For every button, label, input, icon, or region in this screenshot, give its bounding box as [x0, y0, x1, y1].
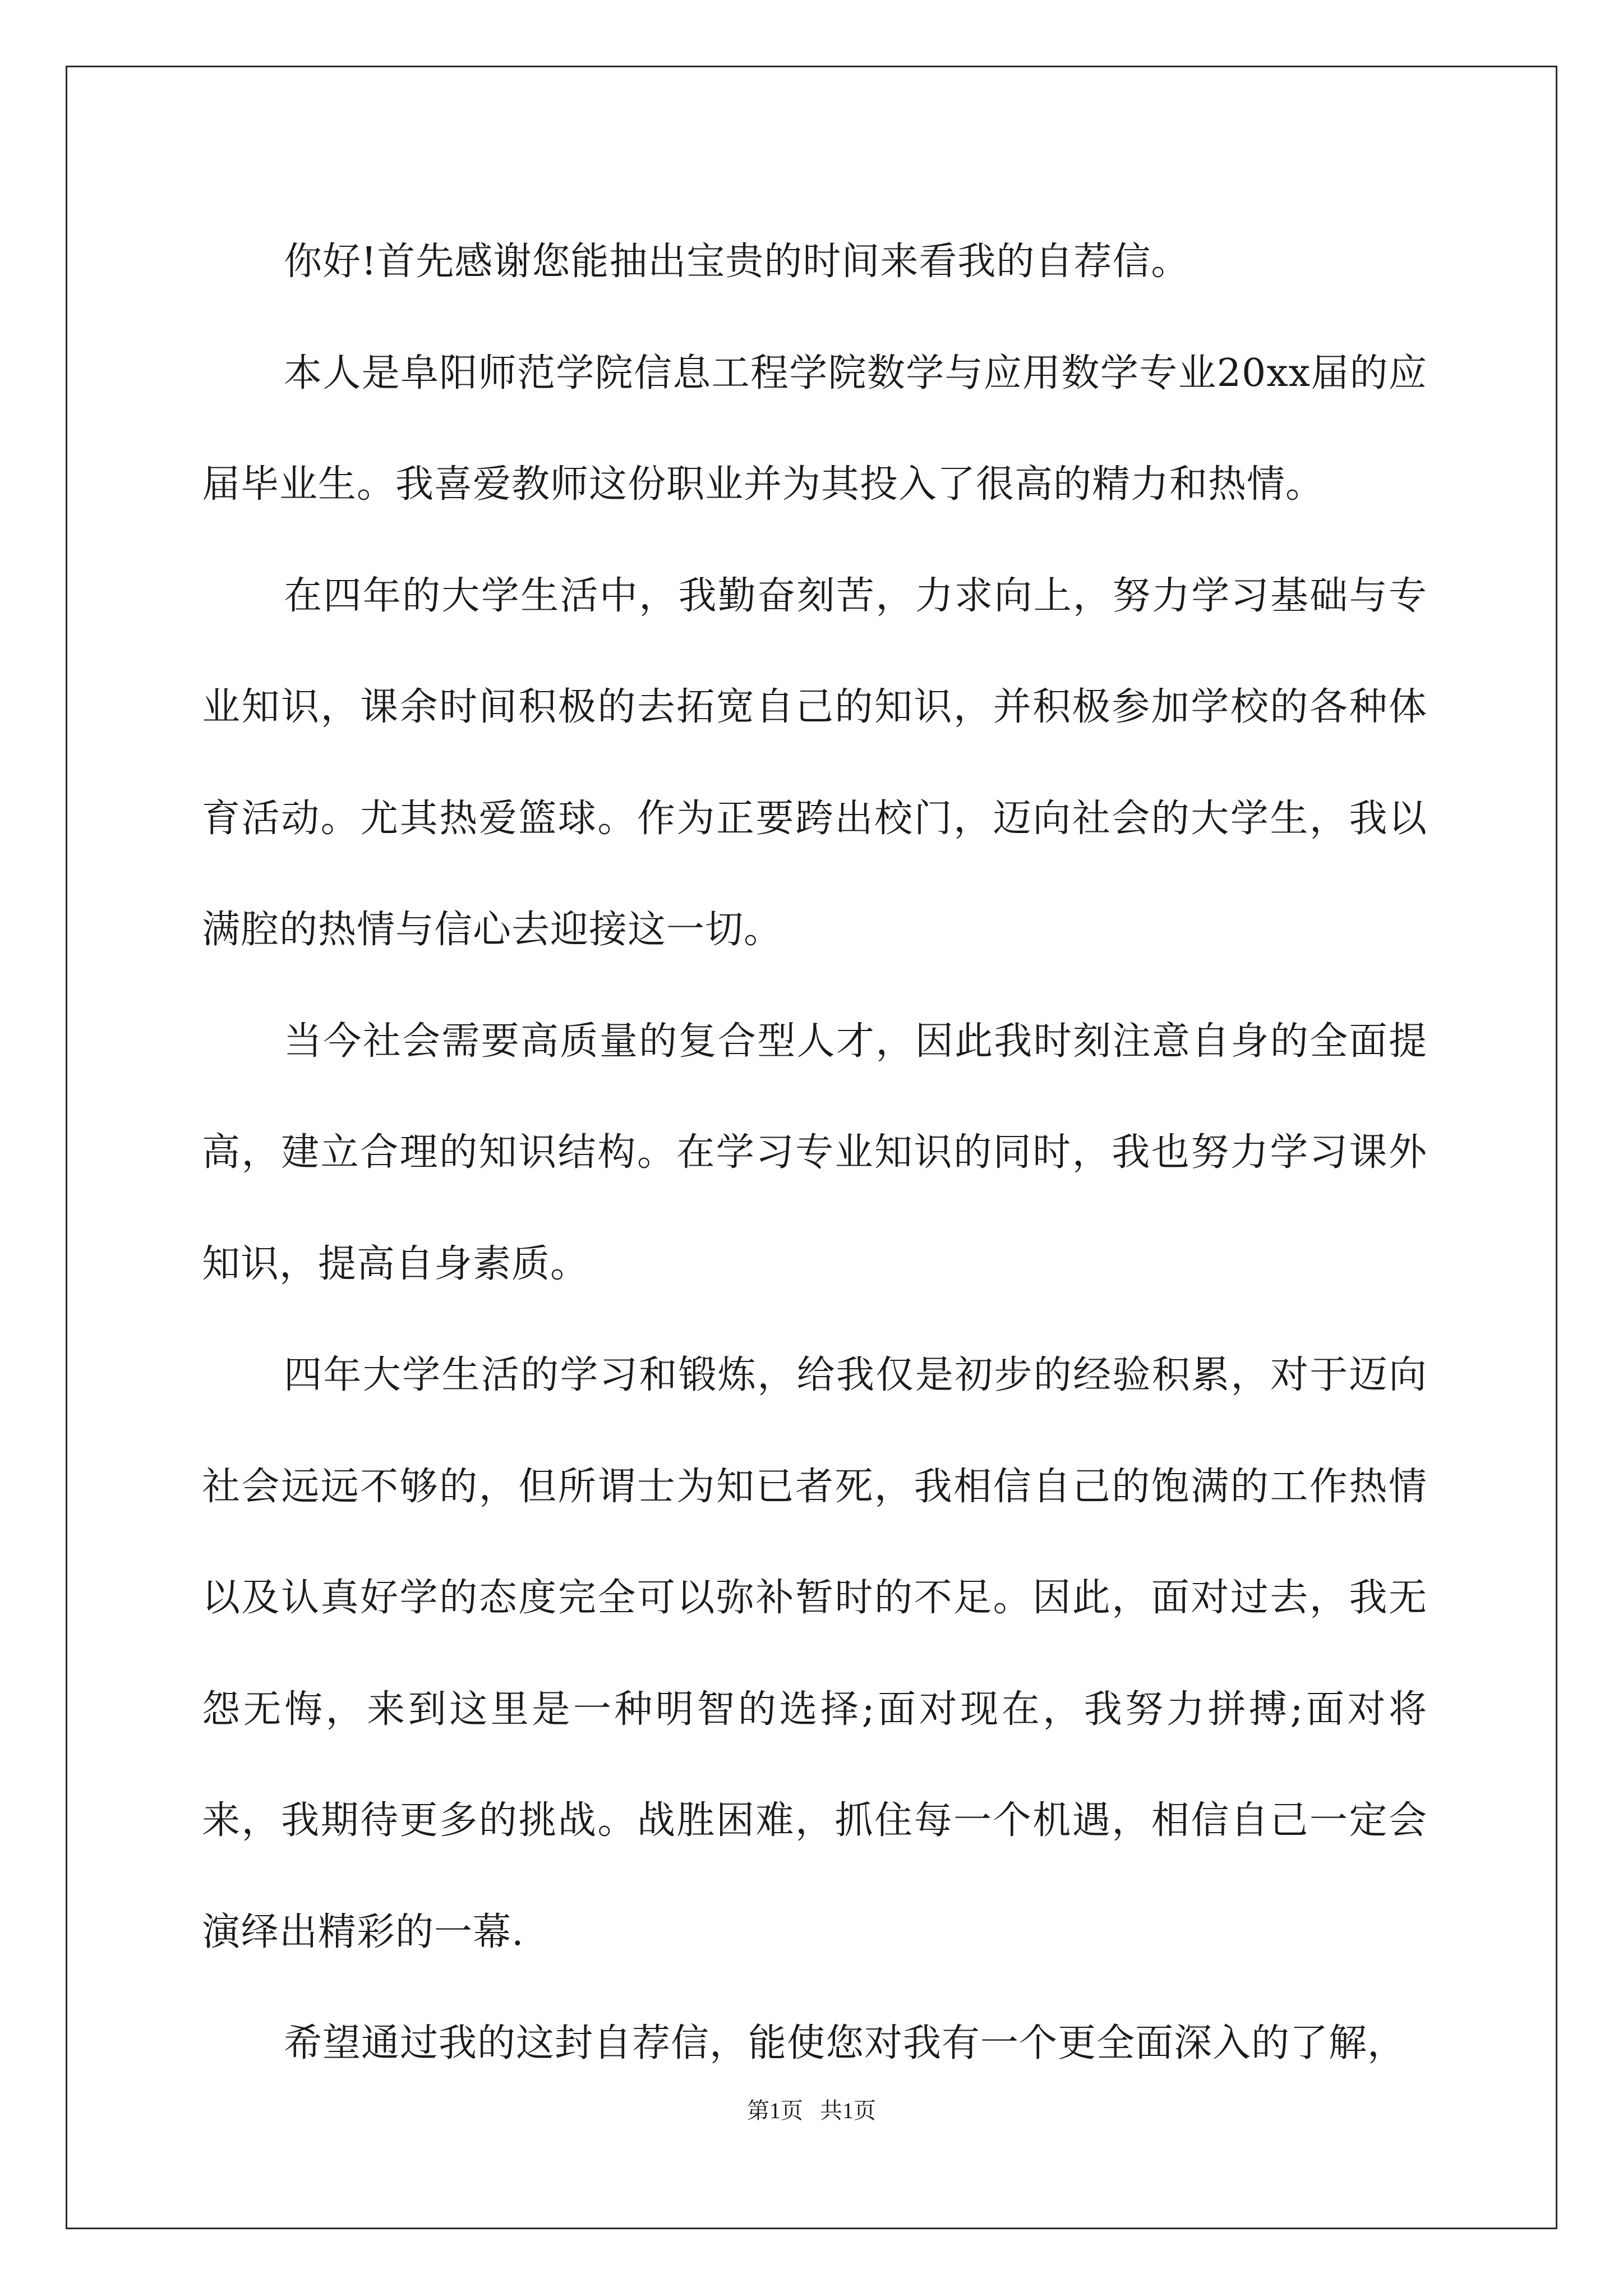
paragraph-self-improvement: 当今社会需要高质量的复合型人才，因此我时刻注意自身的全面提高，建立合理的知识结构。在学习专业知识的同时，我也努力学习课外知识，提高自身素质。: [202, 1019, 1427, 1286]
paragraph-greeting: 你好!首先感谢您能抽出宝贵的时间来看我的自荐信。: [284, 240, 1190, 284]
paragraph-outlook: 四年大学生活的学习和锻炼，给我仅是初步的经验积累，对于迈向社会远远不够的，但所谓士为知已者死，我相信自己的饱满的工作热情以及认真好学的态度完全可以弥补暂时的不足。因此，面对过去，我无怨无悔，来到这里是一种明智的选择;面对现在，我努力拼搏;面对将来，我期待更多的挑战。战胜困难，抓住每一个机遇，相信自己一定会演绎出精彩的一幕.: [202, 1353, 1427, 1954]
letter-body: [202, 206, 1427, 2100]
paragraph-introduction: 本人是阜阳师范学院信息工程学院数学与应用数学专业20xx届的应届毕业生。我喜爱教师这份职业并为其投入了很高的精力和热情。: [202, 351, 1427, 507]
page-total: 共1页: [820, 2098, 876, 2123]
paragraph-college-life: 在四年的大学生活中，我勤奋刻苦，力求向上，努力学习基础与专业知识，课余时间积极的去拓宽自己的知识，并积极参加学校的各种体育活动。尤其热爱篮球。作为正要跨出校门，迈向社会的大学生，我以满腔的热情与信心去迎接这一切。: [202, 573, 1427, 952]
page-number: 第1页: [747, 2098, 803, 2123]
page-footer: [0, 2094, 1623, 2128]
footer-spacer: [803, 2098, 820, 2123]
paragraph-closing: 希望通过我的这封自荐信，能使您对我有一个更全面深入的了解，: [284, 2021, 1407, 2065]
